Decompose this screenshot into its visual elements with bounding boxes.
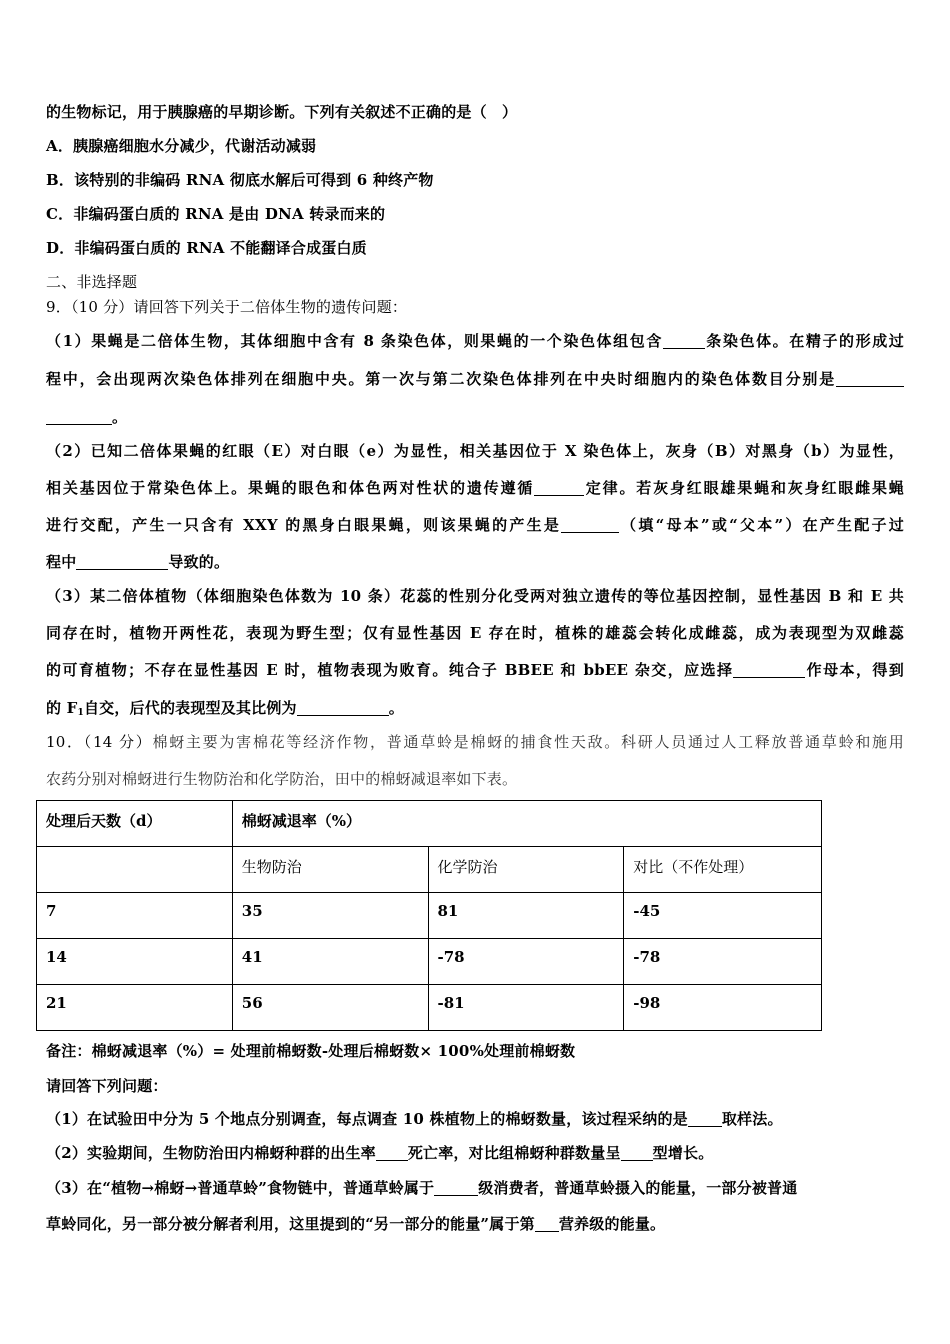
answer-blank[interactable] <box>561 516 619 533</box>
q10-title: 10．（14 分）棉蚜主要为害棉花等经济作物，普通草蛉是棉蚜的捕食性天敌。科研人员通过人工释放普通草蛉和施用 <box>46 733 904 751</box>
aphid-reduction-table <box>36 800 822 1031</box>
q9-p1-line1: （1）果蝇是二倍体生物，其体细胞中含有 8 条染色体，则果蝇的一个染色体组包含 条染色体。在精子的形成过 <box>46 332 904 350</box>
table-row: 21 56 -81 -98 <box>37 985 822 1031</box>
q9-p2-line2: 相关基因位于常染色体上。果蝇的眼色和体色两对性状的遗传遵循 定律。若灰身红眼雄果蝇和灰身红眼雌果蝇 <box>46 479 904 497</box>
answer-blank[interactable] <box>733 661 805 678</box>
answer-blank[interactable] <box>434 1179 478 1196</box>
answer-blank[interactable] <box>76 553 168 570</box>
answer-blank[interactable] <box>376 1144 408 1161</box>
q8-option-b: B．该特别的非编码 RNA 彻底水解后可得到 6 种终产物 <box>46 171 434 189</box>
table-note: 备注：棉蚜减退率（%）= 处理前棉蚜数-处理后棉蚜数× 100%处理前棉蚜数 <box>46 1042 576 1060</box>
table-row: 14 41 -78 -78 <box>37 939 822 985</box>
q9-p3-line2: 同存在时，植物开两性花，表现为野生型；仅有显性基因 E 存在时，植株的雄蕊会转化成雌蕊，成为表现型为双雌蕊 <box>46 624 904 642</box>
subheader-bio: 生物防治 <box>232 847 428 893</box>
answer-blank[interactable] <box>46 408 112 425</box>
answer-blank[interactable] <box>836 370 904 387</box>
table-header-row <box>37 801 822 847</box>
q9-title: 9．（10 分）请回答下列关于二倍体生物的遗传问题： <box>46 298 408 316</box>
q9-p2-line3: 进行交配，产生一只含有 XXY 的黑身白眼果蝇，则该果蝇的产生是 （填“母本”或“父本”）在产生配子过 <box>46 516 904 534</box>
header-reduction-rate: 棉蚜减退率（%） <box>232 801 821 847</box>
q10-ask: 请回答下列问题： <box>46 1077 168 1095</box>
q9-p1-line3: 。 <box>46 406 904 428</box>
q8-option-a: A．胰腺癌细胞水分减少，代谢活动减弱 <box>46 137 317 155</box>
answer-blank[interactable] <box>297 699 389 716</box>
q10-sub2: （2）实验期间，生物防治田内棉蚜种群的出生率 死亡率，对比组棉蚜种群数量呈 型增长。 <box>46 1144 714 1162</box>
section-heading: 二、非选择题 <box>46 273 138 291</box>
header-days: 处理后天数（d） <box>37 801 233 847</box>
table-subheader-row <box>37 847 822 893</box>
subheader-control: 对比（不作处理） <box>624 847 822 893</box>
answer-blank[interactable] <box>535 1215 559 1232</box>
q9-p3-line3: 的可育植物；不存在显性基因 E 时，植物表现为败育。纯合子 BBEE 和 bbEE 杂交，应选择 作母本，得到 <box>46 661 905 679</box>
q10-sub1: （1）在试验田中分为 5 个地点分别调查，每点调查 10 株植物上的棉蚜数量，该过程采纳的是 取样法。 <box>46 1110 783 1128</box>
answer-blank[interactable] <box>534 479 584 496</box>
q8-option-d: D．非编码蛋白质的 RNA 不能翻译合成蛋白质 <box>46 239 367 257</box>
q9-p3-line1: （3）某二倍体植物（体细胞染色体数为 10 条）花蕊的性别分化受两对独立遗传的等位基因控制，显性基因 B 和 E 共 <box>46 587 904 605</box>
table-row: 7 35 81 -45 <box>37 893 822 939</box>
answer-blank[interactable] <box>621 1144 653 1161</box>
answer-blank[interactable] <box>663 332 705 349</box>
q8-option-c: C．非编码蛋白质的 RNA 是由 DNA 转录而来的 <box>46 205 386 223</box>
q9-p1-line2: 程中，会出现两次染色体排列在细胞中央。第一次与第二次染色体排列在中央时细胞内的染色体数目分别是 <box>46 368 904 390</box>
q9-p2-line4: 程中 导致的。 <box>46 553 230 571</box>
q10-sub3-line2: 草蛉同化，另一部分被分解者利用，这里提到的“另一部分的能量”属于第 营养级的能量。 <box>46 1215 666 1233</box>
subheader-chem: 化学防治 <box>428 847 624 893</box>
q8-stem: 的生物标记，用于胰腺癌的早期诊断。下列有关叙述不正确的是（ ） <box>46 103 518 121</box>
q9-p3-line4: 的 $F_1$自交，后代的表现型及其比例为 。 <box>46 699 404 718</box>
answer-blank[interactable] <box>688 1110 722 1127</box>
q10-title-line2: 农药分别对棉蚜进行生物防治和化学防治，田中的棉蚜减退率如下表。 <box>46 770 518 788</box>
q9-p2-line1: （2）已知二倍体果蝇的红眼（E）对白眼（e）为显性，相关基因位于 X 染色体上，灰身（B）对黑身（b）为显性， <box>46 442 904 460</box>
q10-sub3-line1: （3）在“植物→棉蚜→普通草蛉”食物链中，普通草蛉属于 级消费者，普通草蛉摄入的能量，一部分被普通 <box>46 1179 798 1197</box>
